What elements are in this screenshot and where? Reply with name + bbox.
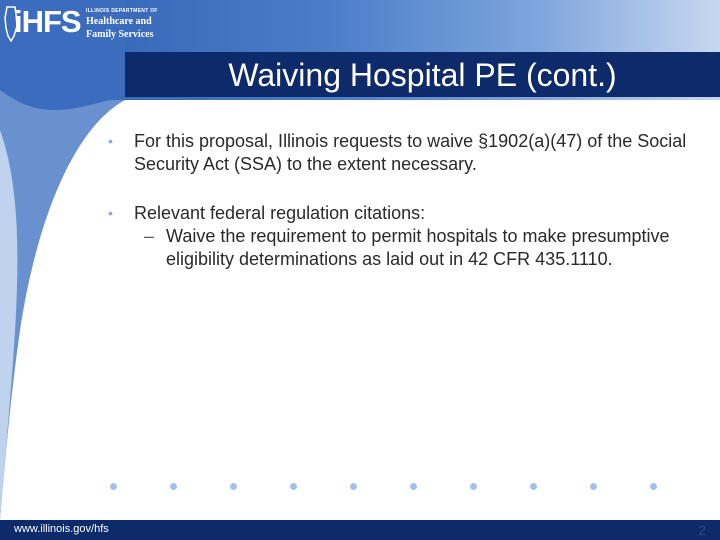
bullet-marker: •	[108, 133, 113, 149]
logo-line-1: Healthcare and	[86, 16, 152, 27]
logo-department-label: ILLINOIS DEPARTMENT OF	[86, 8, 158, 14]
slide-title: Waiving Hospital PE (cont.)	[228, 57, 617, 93]
decorative-dot	[230, 483, 237, 490]
bullet-text: Relevant federal regulation citations:	[134, 203, 426, 223]
footer-url: www.illinois.gov/hfs	[14, 523, 109, 535]
decorative-dot	[590, 483, 597, 490]
logo-wordmark: iHFS	[14, 4, 81, 39]
footer-bar	[0, 520, 720, 540]
sub-bullet-item	[134, 225, 698, 271]
bullet-text: For this proposal, Illinois requests to waive §1902(a)(47) of the Social Security Act (SSA) to the extent necessary.	[134, 131, 687, 174]
decorative-dot	[170, 483, 177, 490]
decorative-dot	[110, 483, 117, 490]
page-number: 2	[698, 522, 706, 538]
slide-content	[108, 130, 698, 297]
bullet-item	[108, 202, 698, 271]
decorative-dot	[650, 483, 657, 490]
title-bar	[125, 52, 720, 97]
decorative-dot	[470, 483, 477, 490]
decorative-dot	[530, 483, 537, 490]
decorative-dot	[410, 483, 417, 490]
decorative-dot	[290, 483, 297, 490]
logo-line-2: Family Services	[86, 29, 154, 40]
sub-bullet-text: Waive the requirement to permit hospitals to make presumptive eligibility determinations as laid out in 42 CFR 435.1110.	[166, 226, 670, 269]
sub-bullet-marker: –	[144, 226, 155, 246]
decorative-dot-row	[110, 483, 670, 493]
bullet-marker: •	[108, 205, 113, 221]
decorative-dot	[350, 483, 357, 490]
hfs-logo	[4, 4, 158, 44]
bullet-item	[108, 130, 698, 176]
